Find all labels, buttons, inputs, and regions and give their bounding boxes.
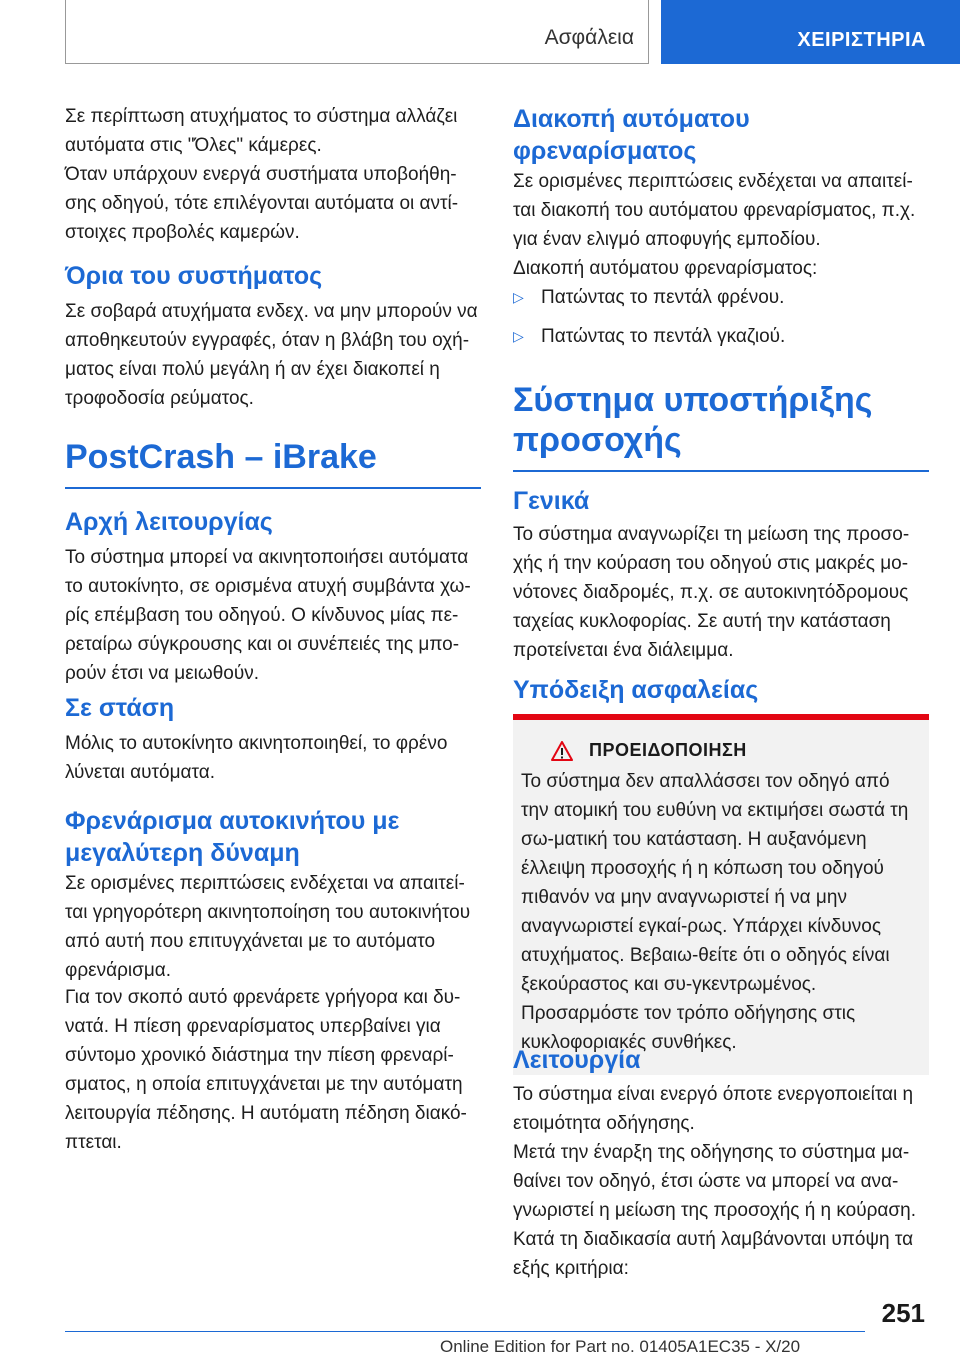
warning-text: Το σύστημα δεν απαλλάσσει τον οδηγό από την ατομική του ευθύνη να εκτιμήσει σωστά τη σω-ματική του κατάσταση. Η αυξανόμενη έλλειψη προσοχής ή η κόπωση του οδηγού πιθανόν να μην αναγνωριστεί ή να μην αναγνωριστεί εγκαί-ρως. Υπάρχει κίνδυνος ατυχήματος. Βεβαιω-θείτε ότι ο οδηγός είναι ξεκούραστος και συ-γκεντρωμένος. Προσαρμόστε τον τρόπο οδήγησης στις κυκλοφοριακές συνθήκες. <box>521 771 909 1053</box>
heading-principle: Αρχή λειτουργίας <box>65 508 273 536</box>
paragraph-assist-views: Όταν υπάρχουν ενεργά συστήματα υποβοήθη-σης οδηγού, τότε επιλέγονται αυτόματα οι αντί-στοιχες προβολές καμερών. <box>65 164 459 243</box>
heading-stronger-braking: Φρενάρισμα αυτοκινήτου με μεγαλύτερη δύναμη <box>65 807 400 867</box>
paragraph-general: Το σύστημα αναγνωρίζει τη μείωση της προσο-χής ή την κούραση του οδηγού στις μακρές μο-νότονες διαδρομές, π.χ. σε αυτοκινητόδρομους ταχείας κυκλοφορίας. Σε αυτή την κατάσταση προτείνεται ένα διάλειμμα. <box>513 524 910 661</box>
footer-edition: Online Edition for Part no. 01405A1EC35 - X/20 <box>440 1337 801 1356</box>
header-frame <box>65 0 649 64</box>
heading-interrupt-braking: Διακοπή αυτόματου φρεναρίσματος <box>513 105 750 165</box>
paragraph-stronger-braking-1: Σε ορισμένες περιπτώσεις ενδέχεται να απαιτεί-ται γρηγορότερη ακινητοποίηση του αυτοκινήτου από αυτή που επιτυγχάνεται με το αυτόματο φρενάρισμα. <box>65 873 471 981</box>
paragraph-stronger-braking-2: Για τον σκοπό αυτό φρενάρετε γρήγορα και δυ-νατά. Η πίεση φρεναρίσματος υπερβαίνει για σύντομο χρονικό διάστημα την πίεση φρεναρί-σματος, η οποία επιτυγχάνεται με την αυτόματη λειτουργία πέδησης. Η αυτόματη πέδηση διακό-πτεται. <box>65 987 467 1153</box>
paragraph-camera-switch: Σε περίπτωση ατυχήματος το σύστημα αλλάζει αυτόματα στις "Όλες" κάμερες. <box>65 106 458 156</box>
paragraph-interrupt-1: Σε ορισμένες περιπτώσεις ενδέχεται να απαιτεί-ται διακοπή του αυτόματου φρεναρίσματος, π.χ. για έναν ελιγμό αποφυγής εμποδίου. <box>513 171 916 250</box>
paragraph-principle: Το σύστημα μπορεί να ακινητοποιήσει αυτόματα το αυτοκίνητο, σε ορισμένα ατυχή συμβάντα χω-ρίς επέμβαση του οδηγού. Ο κίνδυνος μίας πε-ρεταίρω σύγκρουσης και οι συνέπειές της μπο-ρούν έτσι να μειωθούν. <box>65 547 471 684</box>
heading-system-limits: Όρια του συστήματος <box>65 262 323 290</box>
header-section-title: Ασφάλεια <box>544 26 634 49</box>
list-item: ▷ Πατώντας το πεντάλ γκαζιού. <box>513 322 929 351</box>
heading-standstill: Σε στάση <box>65 694 175 722</box>
list-item: ▷ Πατώντας το πεντάλ φρένου. <box>513 283 929 312</box>
warning-title: ΠΡΟΕΙΔΟΠΟΙΗΣΗ <box>589 740 747 760</box>
heading-function: Λειτουργία <box>513 1046 641 1074</box>
triangle-bullet-icon: ▷ <box>513 289 524 305</box>
warning-triangle-icon <box>551 741 573 761</box>
paragraph-function-2: Μετά την έναρξη της οδήγησης το σύστημα μα-θαίνει τον οδηγό, έτσι ώστε να μπορεί να ανα-γνωριστεί η μείωση της προσοχής ή η κούραση. <box>513 1142 916 1221</box>
paragraph-interrupt-2: Διακοπή αυτόματου φρεναρίσματος: <box>513 258 818 279</box>
paragraph-function-1: Το σύστημα είναι ενεργό όποτε ενεργοποιείται η ετοιμότητα οδήγησης. <box>513 1084 914 1134</box>
paragraph-system-limits: Σε σοβαρά ατυχήματα ενδεχ. να μην μπορούν να αποθηκευτούν εγγραφές, όταν η βλάβη του οχή-ματος είναι πολύ μεγάλη ή αν έχει διακοπεί η τροφοδοσία ρεύματος. <box>65 301 478 409</box>
triangle-bullet-icon: ▷ <box>513 328 524 344</box>
interrupt-options-list <box>513 283 929 351</box>
heading-general: Γενικά <box>513 487 590 515</box>
heading-safety-note: Υπόδειξη ασφαλείας <box>513 676 759 704</box>
paragraph-function-3: Κατά τη διαδικασία αυτή λαμβάνονται υπόψη τα εξής κριτήρια: <box>513 1229 914 1279</box>
warning-box <box>513 714 929 1075</box>
heading-postcrash-ibrake: PostCrash – iBrake <box>65 437 481 489</box>
heading-attention-assist: Σύστημα υποστήριξης προσοχής <box>513 380 929 472</box>
header-chapter-label: ΧΕΙΡΙΣΤΗΡΙΑ <box>797 29 926 51</box>
page-number: 251 <box>881 1298 925 1328</box>
paragraph-standstill: Μόλις το αυτοκίνητο ακινητοποιηθεί, το φρένο λύνεται αυτόματα. <box>65 733 448 783</box>
warning-title-row <box>521 740 921 761</box>
header-chapter-tab[interactable] <box>661 0 960 64</box>
footer-divider <box>65 1331 865 1332</box>
